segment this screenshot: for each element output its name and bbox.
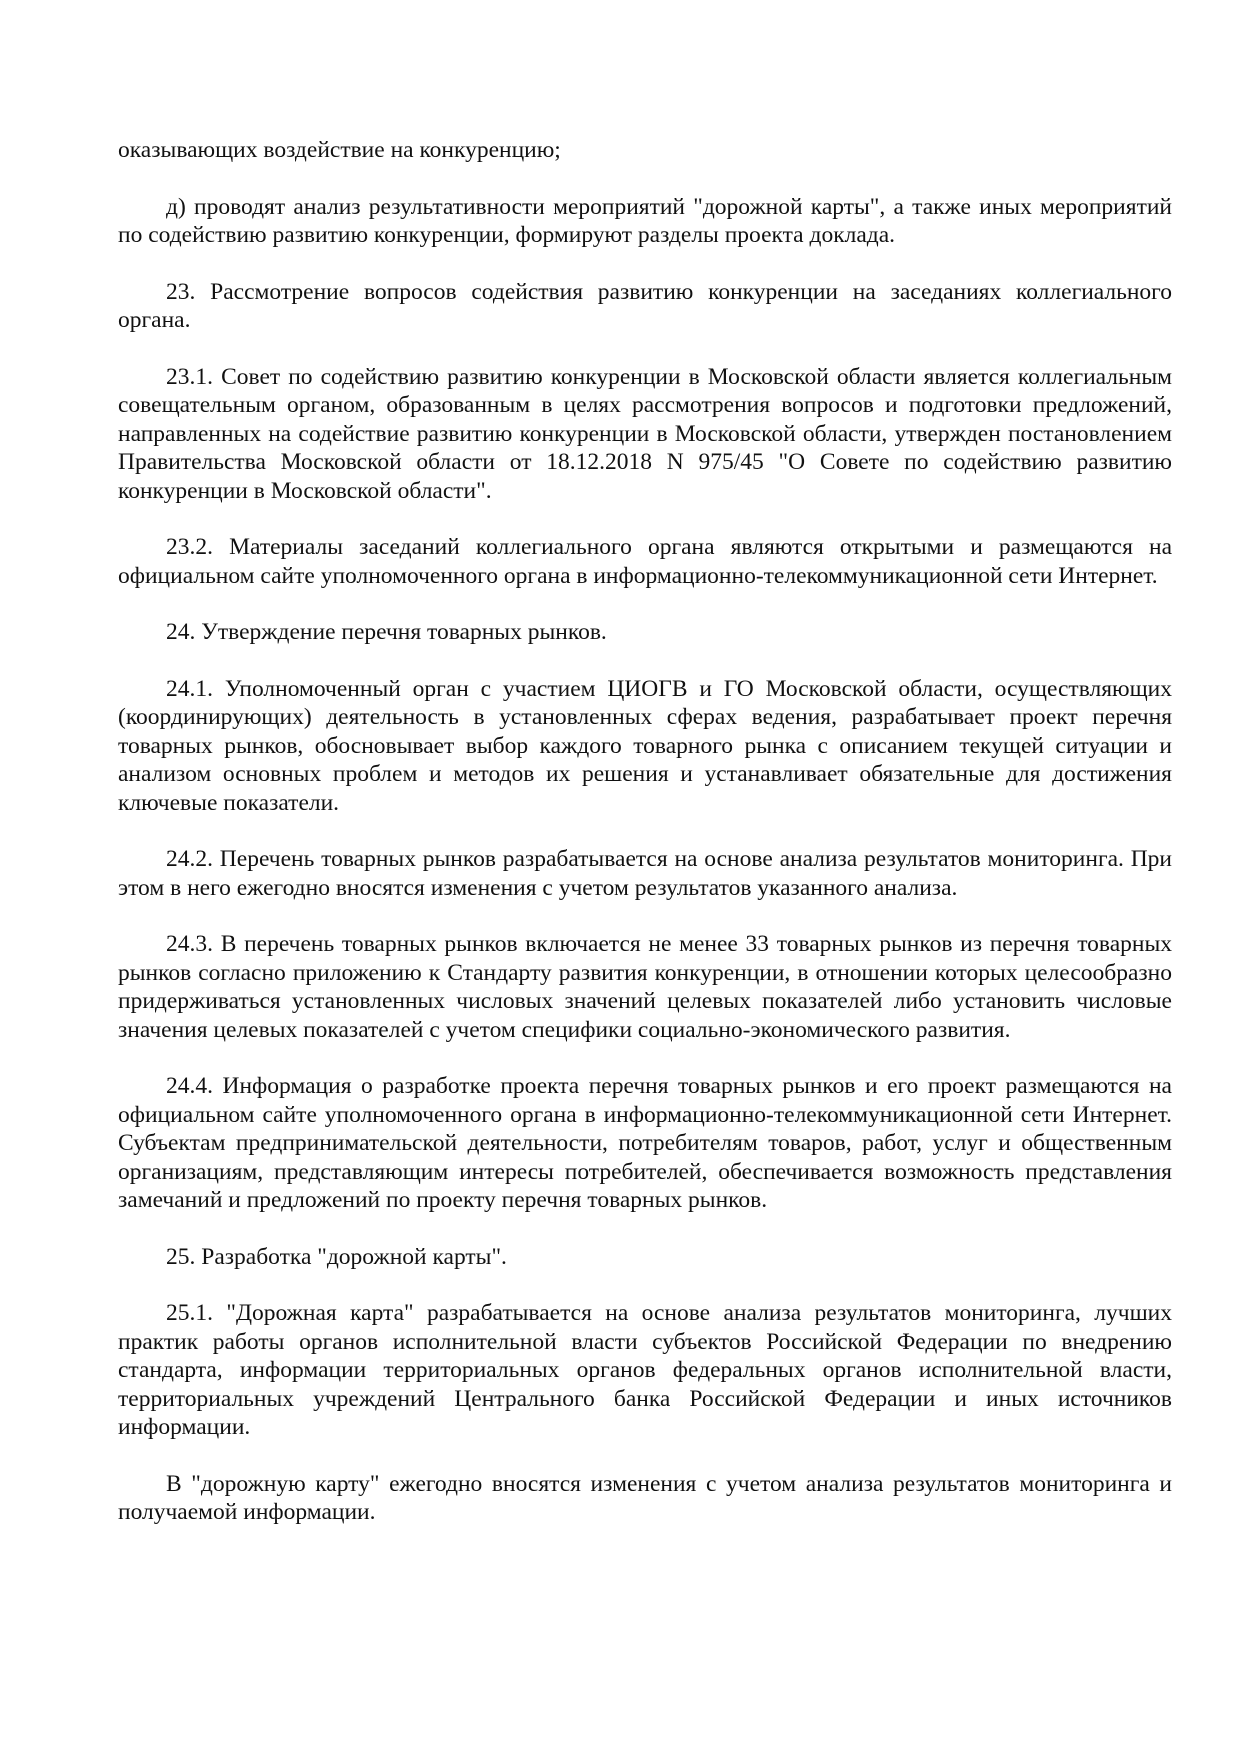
section-heading-25: 25. Разработка "дорожной карты". [166,1243,507,1270]
paragraph-24-1: 24.1. Уполномоченный орган с участием ЦИОГВ и ГО Московской области, осуществляющих (координирующих) деятельность в установленных сферах ведения, разрабатывает проект перечня товарных рынков, обосновывает выбор каждого товарного рынка с описанием текущей ситуации и анализом основных проблем и методов их решения и устанавливает обязательные для достижения ключевые показатели. [118,675,1172,816]
section-heading-24: 24. Утверждение перечня товарных рынков. [166,619,607,645]
section-heading-23: 23. Рассмотрение вопросов содействия развитию конкуренции на заседаниях коллегиального органа. [118,278,1172,333]
paragraph-23-1: 23.1. Совет по содействию развитию конкуренции в Московской области является коллегиальным совещательным органом, образованным в целях рассмотрения вопросов и подготовки предложений, направленных на содействие развитию конкуренции в Московской области, утвержден постановлением Правительства Московской области от 18.12.2018 N 975/45 "О Совете по содействию развитию конкуренции в Московской области". [118,363,1172,504]
paragraph-24-4: 24.4. Информация о разработке проекта перечня товарных рынков и его проект размещаются на официальном сайте уполномоченного органа в информационно-телекоммуникационной сети Интернет. Субъектам предпринимательской деятельности, потребителям товаров, работ, услуг и общественным организациям, представляющим интересы потребителей, обеспечивается возможность представления замечаний и предложений по проекту перечня товарных рынков. [118,1073,1172,1213]
paragraph-roadmap-changes: В "дорожную карту" ежегодно вносятся изменения с учетом анализа результатов мониторинга и получаемой информации. [118,1470,1172,1525]
paragraph-24-3: 24.3. В перечень товарных рынков включается не менее 33 товарных рынков из перечня товарных рынков согласно приложению к Стандарту развития конкуренции, в отношении которых целесообразно придерживаться установленных числовых значений целевых показателей либо установить числовые значения целевых показателей с учетом специфики социально-экономического развития. [118,931,1172,1043]
paragraph-item-d: д) проводят анализ результативности мероприятий "дорожной карты", а также иных мероприятий по содействию развитию конкуренции, формируют разделы проекта доклада. [118,193,1172,248]
paragraph-continuation: оказывающих воздействие на конкуренцию; [118,137,561,163]
paragraph-23-2: 23.2. Материалы заседаний коллегиального органа являются открытыми и размещаются на официальном сайте уполномоченного органа в информационно-телекоммуникационной сети Интернет. [118,534,1172,589]
document-page [118,136,1172,1555]
paragraph-24-2: 24.2. Перечень товарных рынков разрабатывается на основе анализа результатов мониторинга. При этом в него ежегодно вносятся изменения с учетом результатов указанного анализа. [118,846,1172,901]
paragraph-25-1: 25.1. "Дорожная карта" разрабатывается на основе анализа результатов мониторинга, лучших практик работы органов исполнительной власти субъектов Российской Федерации по внедрению стандарта, информации территориальных органов федеральных органов исполнительной власти, территориальных учреждений Центрального банка Российской Федерации и иных источников информации. [118,1300,1172,1440]
